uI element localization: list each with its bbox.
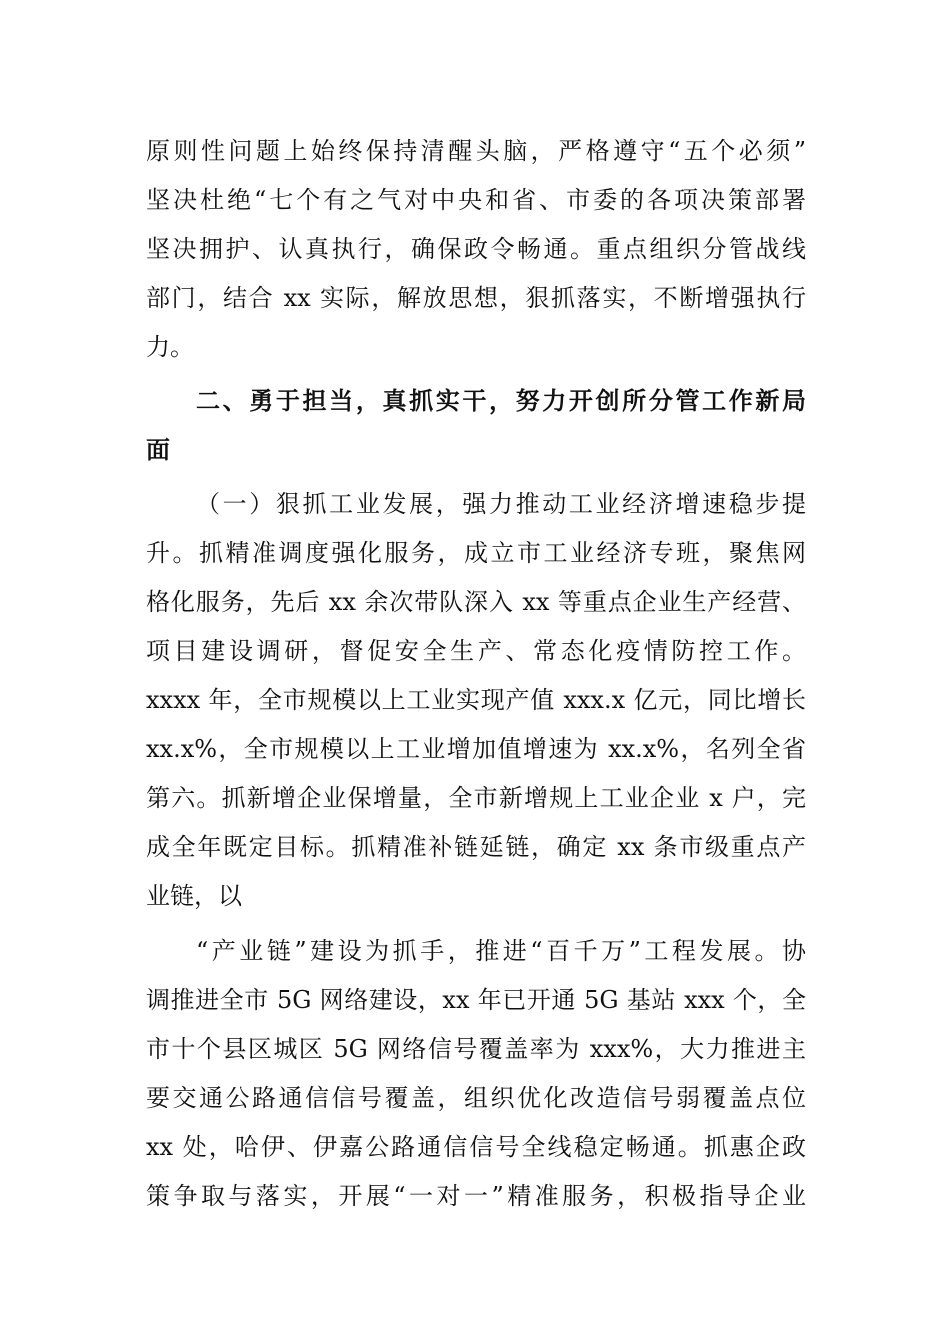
body-text-line: 调推进全市 5G 网络建设，xx 年已开通 5G 基站 xxx 个，全 xyxy=(146,986,806,1014)
section-heading: 二、勇于担当，真抓实干，努力开创所分管工作新局 xyxy=(196,387,806,415)
body-text-line: 升。抓精准调度强化服务，成立市工业经济专班，聚焦网 xyxy=(146,539,806,567)
body-text-line: 部门，结合 xx 实际，解放思想，狠抓落实，不断增强执行 xyxy=(146,284,806,312)
body-text-line: xx 处，哈伊、伊嘉公路通信信号全线稳定畅通。抓惠企政 xyxy=(146,1133,806,1161)
body-text-line: 原则性问题上始终保持清醒头脑，严格遵守“五个必须” xyxy=(146,137,806,165)
body-text-line: 格化服务，先后 xx 余次带队深入 xx 等重点企业生产经营、 xyxy=(146,588,806,616)
body-text-line: 要交通公路通信信号覆盖，组织优化改造信号弱覆盖点位 xyxy=(146,1084,806,1112)
body-text-line: 项目建设调研，督促安全生产、常态化疫情防控工作。 xyxy=(146,637,806,665)
body-text-line: （一）狠抓工业发展，强力推动工业经济增速稳步提 xyxy=(196,490,806,518)
body-text-line: 坚决拥护、认真执行，确保政令畅通。重点组织分管战线 xyxy=(146,235,806,263)
body-text-line: “产业链”建设为抓手，推进“百千万”工程发展。协 xyxy=(196,937,806,965)
body-text-line: 成全年既定目标。抓精准补链延链，确定 xx 条市级重点产 xyxy=(146,833,806,861)
body-text-line: 坚决杜绝“七个有之气对中央和省、市委的各项决策部署 xyxy=(146,186,806,214)
body-text-line: 力。 xyxy=(146,333,194,361)
body-text-line: 市十个县区城区 5G 网络信号覆盖率为 xxx%，大力推进主 xyxy=(146,1035,806,1063)
body-text-line: xxxx 年，全市规模以上工业实现产值 xxx.x 亿元，同比增长 xyxy=(146,686,806,714)
body-text-line: 第六。抓新增企业保增量，全市新增规上工业企业 x 户，完 xyxy=(146,784,806,812)
section-heading: 面 xyxy=(146,436,170,464)
body-text-line: 业链，以 xyxy=(146,882,242,910)
body-text-line: xx.x%，全市规模以上工业增加值增速为 xx.x%，名列全省 xyxy=(146,735,806,763)
body-text-line: 策争取与落实，开展“一对一”精准服务，积极指导企业 xyxy=(146,1182,806,1210)
